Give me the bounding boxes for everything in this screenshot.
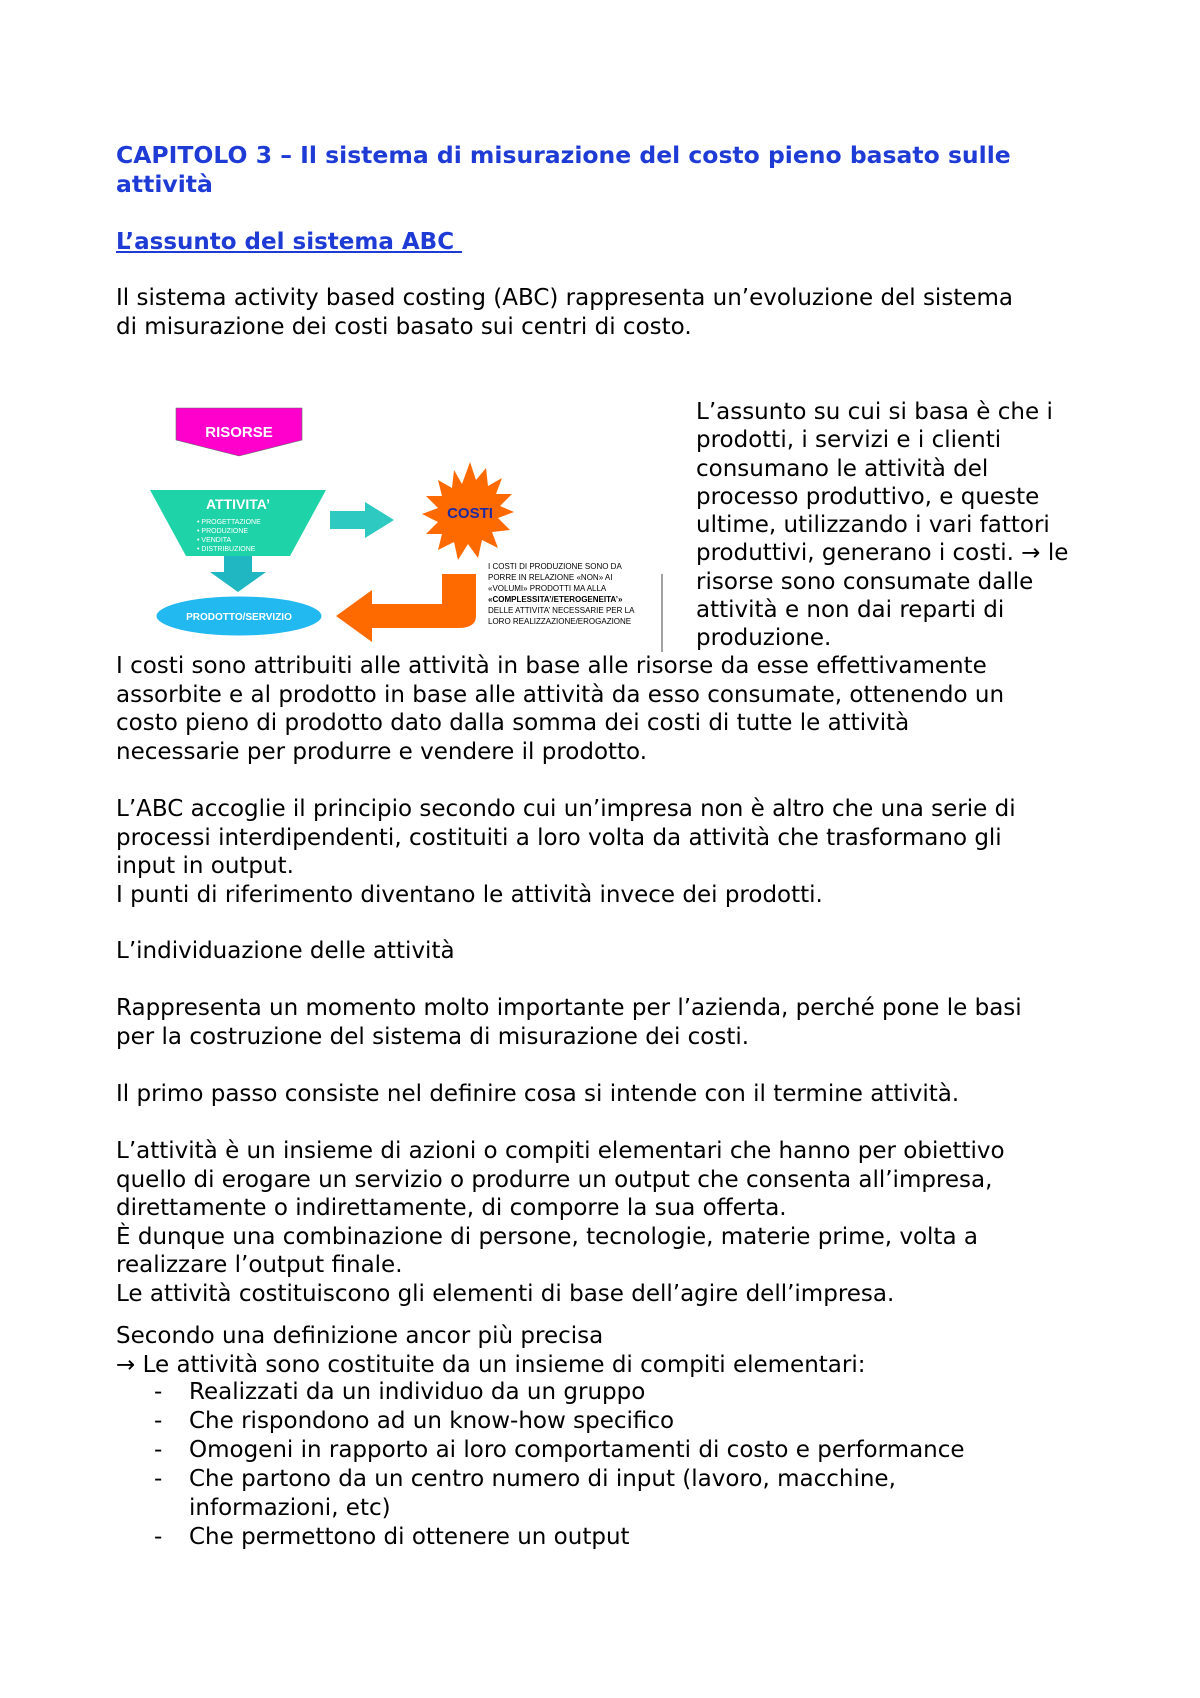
right-arrow-icon: [330, 502, 394, 538]
principle-paragraph: [116, 795, 1016, 909]
text-line: quello di erogare un servizio o produrre un output che consenta all’impresa,: [116, 1166, 993, 1193]
attivita-item: • PRODUZIONE: [197, 528, 249, 535]
risorse-label: RISORSE: [205, 424, 273, 441]
definizione-paragraph: [116, 1137, 1005, 1308]
list-item-text: Che rispondono ad un know-how specifico: [189, 1408, 675, 1434]
chapter-title: [116, 141, 1011, 198]
dash-bullet: -: [154, 1379, 163, 1405]
text-line: È dunque una combinazione di persone, tecnologie, materie prime, volta a: [116, 1223, 978, 1250]
list-item: [116, 1436, 965, 1465]
attribution-paragraph: [116, 652, 1004, 766]
note-line: I COSTI DI PRODUZIONE SONO DA: [488, 562, 622, 571]
list-item: [116, 1465, 965, 1523]
activity-characteristics-list: [116, 1378, 965, 1552]
list-item-text: Omogeni in rapporto ai loro comportamenti di costo e performance: [189, 1437, 965, 1463]
text-line: direttamente o indirettamente, di comporre la sua offerta.: [116, 1195, 787, 1221]
note-line: PORRE IN RELAZIONE «NON» AI: [488, 573, 613, 582]
dash-bullet: -: [154, 1524, 163, 1550]
section-title: L’assunto del sistema ABC: [116, 229, 463, 255]
momento-paragraph: [116, 994, 1022, 1051]
text-line: L’attività è un insieme di azioni o compiti elementari che hanno per obiettivo: [116, 1138, 1005, 1164]
list-item-text: Che permettono di ottenere un output: [189, 1524, 630, 1550]
list-item: [116, 1407, 965, 1436]
chapter-title-line: attività: [116, 169, 213, 198]
side-text: [696, 398, 1068, 653]
secondo-paragraph: [116, 1322, 865, 1379]
text-line: input in output.: [116, 853, 294, 879]
dash-bullet: -: [154, 1408, 163, 1434]
text-line: produzione.: [696, 625, 832, 652]
abc-diagram: [140, 398, 680, 658]
text-line: Le attività costituiscono gli elementi di base dell’agire dell’impresa.: [116, 1280, 895, 1307]
text-line: I costi sono attribuiti alle attività in base alle risorse da esse effettivamente: [116, 653, 987, 679]
text-line: costo pieno di prodotto dato dalla somma dei costi di tutte le attività: [116, 710, 910, 736]
note-line: DELLE ATTIVITA’ NECESSARIE PER LA: [488, 606, 635, 615]
chapter-title-line: CAPITOLO 3 – Il sistema di misurazione del costo pieno basato sulle: [116, 141, 1011, 169]
list-item-text: Realizzati da un individuo da un gruppo: [189, 1379, 646, 1405]
prodotto-label: PRODOTTO/SERVIZIO: [186, 612, 292, 623]
primo-paragraph: Il primo passo consiste nel definire cosa si intende con il termine attività.: [116, 1081, 960, 1107]
dash-bullet: -: [154, 1437, 163, 1463]
note-line: «COMPLESSITA’/ETEROGENEITA’»: [488, 595, 623, 604]
individuazione-heading: L’individuazione delle attività: [116, 938, 455, 964]
note-line: «VOLUMI» PRODOTTI MA ALLA: [488, 584, 607, 593]
curved-arrow-icon: [336, 574, 476, 642]
text-line: necessarie per produrre e vendere il prodotto.: [116, 738, 648, 765]
attivita-item: • DISTRIBUZIONE: [197, 546, 256, 553]
text-line: realizzare l’output finale.: [116, 1252, 403, 1278]
attivita-item: • VENDITA: [197, 537, 232, 544]
list-item: [116, 1523, 965, 1552]
text-line: Secondo una definizione ancor più precisa: [116, 1323, 604, 1349]
text-line: consumano le attività del: [696, 455, 989, 482]
attivita-item: • PROGETTAZIONE: [197, 519, 261, 526]
text-line: Rappresenta un momento molto importante per l’azienda, perché pone le basi: [116, 995, 1022, 1021]
text-line: ultime, utilizzando i vari fattori: [696, 512, 1050, 539]
text-line: L’ABC accoglie il principio secondo cui un’impresa non è altro che una serie di: [116, 796, 1016, 822]
attivita-label: ATTIVITA’: [205, 496, 271, 512]
list-item: [116, 1378, 965, 1407]
text-line: risorse sono consumate dalle: [696, 568, 1034, 595]
down-arrow-icon: [210, 556, 266, 592]
text-line: → Le attività sono costituite da un insieme di compiti elementari:: [116, 1351, 866, 1378]
text-line: processi interdipendenti, costituiti a loro volta da attività che trasformano gli: [116, 824, 1002, 851]
text-line: di misurazione dei costi basato sui centri di costo.: [116, 313, 692, 340]
text-line: processo produttivo, e queste: [696, 483, 1040, 510]
text-line: produttivi, generano i costi. → le: [696, 540, 1069, 567]
text-line: Il sistema activity based costing (ABC) rappresenta un’evoluzione del sistema: [116, 285, 1013, 311]
text-line: per la costruzione del sistema di misurazione dei costi.: [116, 1023, 750, 1050]
text-line: assorbite e al prodotto in base alle attività da esso consumate, ottenendo un: [116, 681, 1005, 708]
list-item-text: Che partono da un centro numero di input (lavoro, macchine, informazioni, etc): [189, 1466, 896, 1521]
intro-paragraph: [116, 284, 1013, 341]
text-line: L’assunto su cui si basa è che i: [696, 399, 1053, 425]
costi-label: COSTI: [447, 505, 493, 522]
text-line: attività e non dai reparti di: [696, 597, 1005, 624]
dash-bullet: -: [154, 1466, 163, 1492]
text-line: I punti di riferimento diventano le attività invece dei prodotti.: [116, 881, 823, 908]
note-line: LORO REALIZZAZIONE/EROGAZIONE: [488, 617, 632, 626]
text-line: prodotti, i servizi e i clienti: [696, 427, 1002, 454]
